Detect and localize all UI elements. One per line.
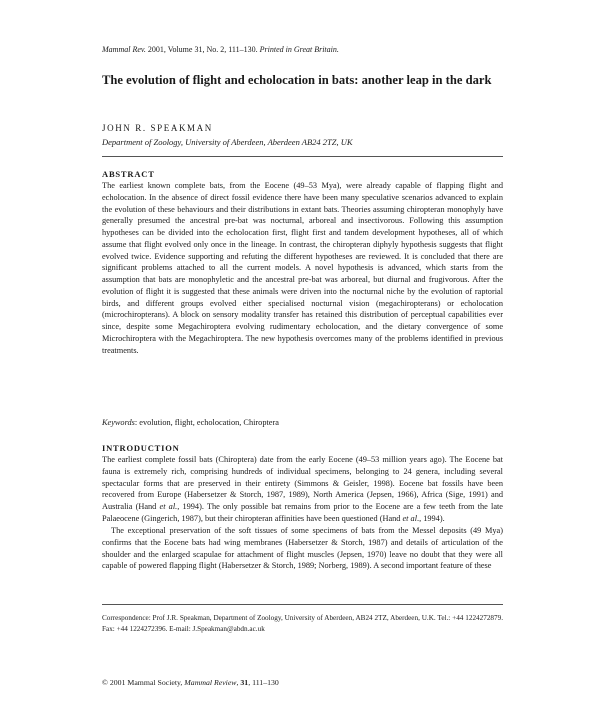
correspondence-note: Correspondence: Prof J.R. Speakman, Department of Zoology, University of Aberdeen, AB24 2TZ, Aberdeen, U.K. Tel.: +44 1224272879. Fax: +44 1224272396. E-mail: J.Speakman@abdn.ac.uk bbox=[102, 614, 503, 633]
running-header bbox=[102, 45, 339, 54]
keywords-line bbox=[102, 418, 279, 427]
intro-text-segment: The earliest complete fossil bats (Chiroptera) date from the early Eocene (49–53 million years ago). The Eocene bat fauna is extremely rich, comprising hundreds of individual specimens, belonging to 24 genera, including several spectacular forms that are preserved in their entirety (Simmons & Geisler, 1998). Eocene bat fossils have been recovered from Europe (Habersetzer & Storch, 1987, 1989), North America (Jepsen, 1966), Africa (Sige, 1991) and Australia (Hand bbox=[102, 455, 503, 511]
introduction-paragraph-1 bbox=[102, 454, 503, 525]
intro-text-segment: ., 1994). bbox=[417, 513, 445, 523]
journal-name: Mammal Rev. bbox=[102, 45, 146, 54]
footnote-divider bbox=[102, 604, 503, 605]
keywords-label: Keywords bbox=[102, 418, 135, 427]
header-divider bbox=[102, 156, 503, 157]
introduction-paragraph-2: The exceptional preservation of the soft tissues of some specimens of bats from the Messel deposits (49 Mya) confirms that the Eocene bats had wing membranes (Habersetzer & Storch, 1987) and details of articulation of the shoulder and the enlarged scapulae for attachment of flight muscles (Jepsen, 1970) leave no doubt that they were all capable of powered flapping flight (Habersetzer & Storch, 1989; Norberg, 1989). A second important feature of these bbox=[102, 526, 503, 571]
abstract-text: The earliest known complete bats, from the Eocene (49–53 Mya), were already capable of flapping flight and echolocation. In the absence of direct fossil evidence there have been many speculative scenarios advanced to explain the evolution of these behaviours and their distributions in extant bats. Theories assuming chiropteran monophyly have generally presumed the ancestral pre-bat was nocturnal, arboreal and insectivorous. Following this assumption hypotheses can be divided into the echolocation first, flight first and tandem development hypotheses, all of which assume that flight evolved only once in the lineage. In contrast, the chiropteran diphyly hypothesis suggests that flight evolved twice. Evidence supporting and refuting the different hypotheses are reviewed. It is concluded that there are significant problems attached to all the current models. A novel hypothesis is advanced, which starts from the assumption that bats are monophyletic and the ancestral pre-bat was arboreal, but diurnal and frugivorous. After the evolution of flight it is suggested that these animals were driven into the nocturnal niche by the evolution of raptorial birds, and different groups evolved either specialised nocturnal vision (megachiropterans) or echolocation (microchiropterans). A block on sensory modality transfer has retained this distribution of perceptual capabilities ever since, despite some Megachiroptera evolving rudimentary echolocation, and the dietary convergence of some Microchiroptera with the Megachiroptera. The new hypothesis overcomes many of the problems identified in previous treatments. bbox=[102, 181, 503, 355]
copyright-footer bbox=[102, 678, 279, 687]
copyright-text: © 2001 Mammal Society, bbox=[102, 678, 185, 687]
footer-pages: , 111–130 bbox=[248, 678, 279, 687]
footer-volume: 31 bbox=[240, 678, 249, 687]
printed-note: Printed in Great Britain. bbox=[259, 45, 339, 54]
abstract-heading: ABSTRACT bbox=[102, 169, 155, 179]
citation-info: 2001, Volume 31, No. 2, 111–130. bbox=[145, 45, 260, 54]
keywords-text: : evolution, flight, echolocation, Chiroptera bbox=[134, 418, 279, 427]
article-title: The evolution of flight and echolocation in bats: another leap in the dark bbox=[102, 73, 492, 87]
introduction-heading: INTRODUCTION bbox=[102, 443, 180, 453]
author-name: JOHN R. SPEAKMAN bbox=[102, 123, 213, 133]
intro-italic-segment: et al. bbox=[159, 502, 178, 511]
footer-separator: , bbox=[236, 678, 241, 687]
intro-text-segment: , 1994). The only possible bat remains from prior to the Eocene are a few teeth from the late Palaeocene (Gingerich, 1987), but their chiropteran affinities have been questioned (Hand bbox=[102, 502, 503, 523]
author-affiliation: Department of Zoology, University of Aberdeen, Aberdeen AB24 2TZ, UK bbox=[102, 137, 353, 147]
intro-italic-segment: et al bbox=[402, 513, 418, 523]
footer-journal: Mammal Review bbox=[184, 678, 237, 687]
